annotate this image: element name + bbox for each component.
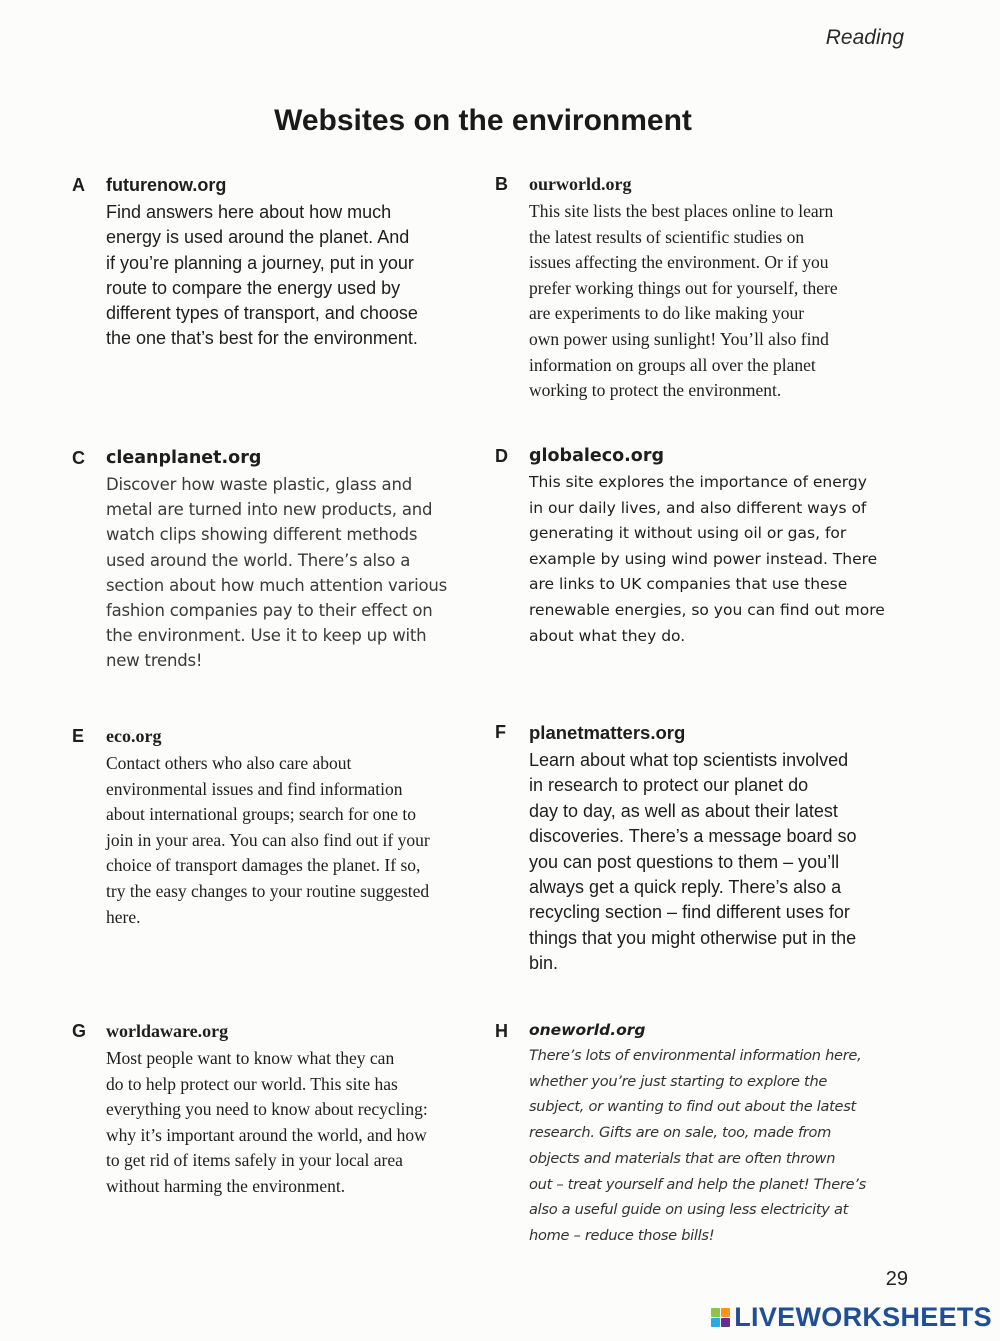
description-line: Most people want to know what they can [106, 1048, 395, 1068]
entry-g [72, 1021, 491, 1200]
description-line: subject, or wanting to find out about the latest [529, 1098, 856, 1116]
website-name: cleanplanet.org [106, 448, 262, 468]
liveworksheets-logo-icon [711, 1308, 730, 1327]
watermark-text: LIVEWORKSHEETS [734, 1302, 992, 1332]
entry-description [106, 1046, 491, 1200]
entry-letter: G [72, 1021, 87, 1041]
description-line: everything you need to know about recycling: [106, 1099, 428, 1120]
description-line: always get a quick reply. There’s also a [529, 877, 842, 898]
description-line: example by using wind power instead. There [529, 549, 878, 568]
entry-description [529, 1043, 919, 1249]
website-name: globaleco.org [529, 446, 664, 466]
website-name: oneworld.org [529, 1021, 646, 1039]
description-line: working to protect the environment. [529, 380, 782, 401]
entry-letter: C [72, 448, 85, 468]
description-line: the environment. Use it to keep up with [106, 626, 427, 646]
description-line: objects and materials that are often thrown [529, 1149, 836, 1167]
description-line: issues affecting the environment. Or if you [529, 252, 829, 273]
description-line: try the easy changes to your routine suggested [106, 880, 430, 901]
description-line: in research to protect our planet do [529, 775, 809, 796]
website-name: planetmatters.org [529, 722, 686, 743]
entry-description [529, 748, 919, 977]
description-line: metal are turned into new products, and [106, 500, 433, 520]
description-line: are links to UK companies that use these [529, 575, 848, 594]
description-line: new trends! [106, 651, 203, 671]
website-name: eco.org [106, 726, 162, 746]
description-line: whether you’re just starting to explore the [529, 1072, 828, 1090]
description-line: about international groups; search for one to [106, 804, 417, 825]
entry-letter: D [495, 446, 508, 466]
entry-e [72, 726, 491, 930]
description-line: own power using sunlight! You’ll also find [529, 328, 829, 349]
description-line: fashion companies pay to their effect on [106, 601, 433, 621]
description-line: Discover how waste plastic, glass and [106, 475, 412, 494]
entry-description [529, 470, 919, 649]
description-line: environmental issues and find information [106, 778, 403, 799]
entry-description [529, 199, 909, 404]
description-line: the latest results of scientific studies on [529, 226, 805, 247]
description-line: generating it without using oil or gas, for [529, 524, 847, 543]
logo-tile [721, 1318, 730, 1327]
entry-description [106, 472, 486, 674]
section-label: Reading [825, 26, 904, 49]
description-line: do to help protect our world. This site has [106, 1073, 398, 1094]
page-title: Websites on the environment [274, 104, 692, 137]
description-line: Learn about what top scientists involved [529, 750, 849, 770]
description-line: in our daily lives, and also different ways of [529, 498, 867, 517]
description-line: are experiments to do like making your [529, 303, 805, 324]
website-name: futurenow.org [106, 175, 227, 195]
description-line: if you’re planning a journey, put in your [106, 252, 414, 273]
description-line: energy is used around the planet. And [106, 227, 410, 248]
description-line: Contact others who also care about [106, 753, 352, 773]
description-line: This site lists the best places online to learn [529, 201, 834, 221]
description-line: home – reduce those bills! [529, 1226, 715, 1244]
description-line: route to compare the energy used by [106, 277, 401, 298]
description-line: day to day, as well as about their latest [529, 800, 838, 821]
logo-tile [711, 1318, 720, 1327]
entry-letter: A [72, 175, 85, 195]
description-line: research. Gifts are on sale, too, made from [529, 1124, 832, 1142]
entry-description [106, 751, 491, 930]
website-name: worldaware.org [106, 1021, 229, 1041]
logo-tile [711, 1308, 720, 1317]
entry-letter: B [495, 174, 508, 194]
liveworksheets-watermark[interactable] [711, 1302, 992, 1333]
description-line: used around the world. There’s also a [106, 550, 411, 570]
description-line: bin. [529, 953, 559, 974]
description-line: section about how much attention various [106, 575, 448, 595]
description-line: also a useful guide on using less electricity at [529, 1201, 849, 1219]
entry-letter: F [495, 722, 506, 742]
website-name: ourworld.org [529, 174, 632, 194]
description-line: why it’s important around the world, and how [106, 1124, 427, 1145]
page-number: 29 [885, 1268, 908, 1290]
entry-f [495, 722, 919, 977]
entry-b [495, 174, 909, 404]
entry-h [495, 1021, 919, 1249]
entry-a [72, 175, 481, 352]
description-line: information on groups all over the planet [529, 354, 816, 375]
description-line: without harming the environment. [106, 1175, 346, 1196]
description-line: There’s lots of environmental information here, [529, 1047, 862, 1064]
entry-letter: H [495, 1021, 508, 1041]
description-line: things that you might otherwise put in the [529, 927, 857, 948]
description-line: Find answers here about how much [106, 202, 392, 222]
logo-tile [721, 1308, 730, 1317]
entry-letter: E [72, 726, 85, 746]
description-line: choice of transport damages the planet. If so, [106, 855, 421, 876]
description-line: This site explores the importance of energy [529, 473, 867, 491]
description-line: renewable energies, so you can find out more [529, 600, 885, 619]
description-line: discoveries. There’s a message board so [529, 826, 857, 847]
description-line: about what they do. [529, 626, 686, 645]
description-line: to get rid of items safely in your local area [106, 1150, 403, 1171]
description-line: recycling section – find different uses for [529, 902, 850, 923]
description-line: different types of transport, and choose [106, 303, 418, 324]
description-line: join in your area. You can also find out if your [106, 829, 430, 850]
entry-description [106, 200, 481, 352]
description-line: watch clips showing different methods [106, 525, 418, 545]
description-line: the one that’s best for the environment. [106, 328, 418, 349]
description-line: prefer working things out for yourself, there [529, 277, 838, 298]
entry-c [72, 448, 486, 674]
entry-d [495, 446, 919, 649]
description-line: here. [106, 906, 141, 927]
description-line: you can post questions to them – you’ll [529, 851, 840, 872]
description-line: out – treat yourself and help the planet! There’s [529, 1175, 866, 1193]
